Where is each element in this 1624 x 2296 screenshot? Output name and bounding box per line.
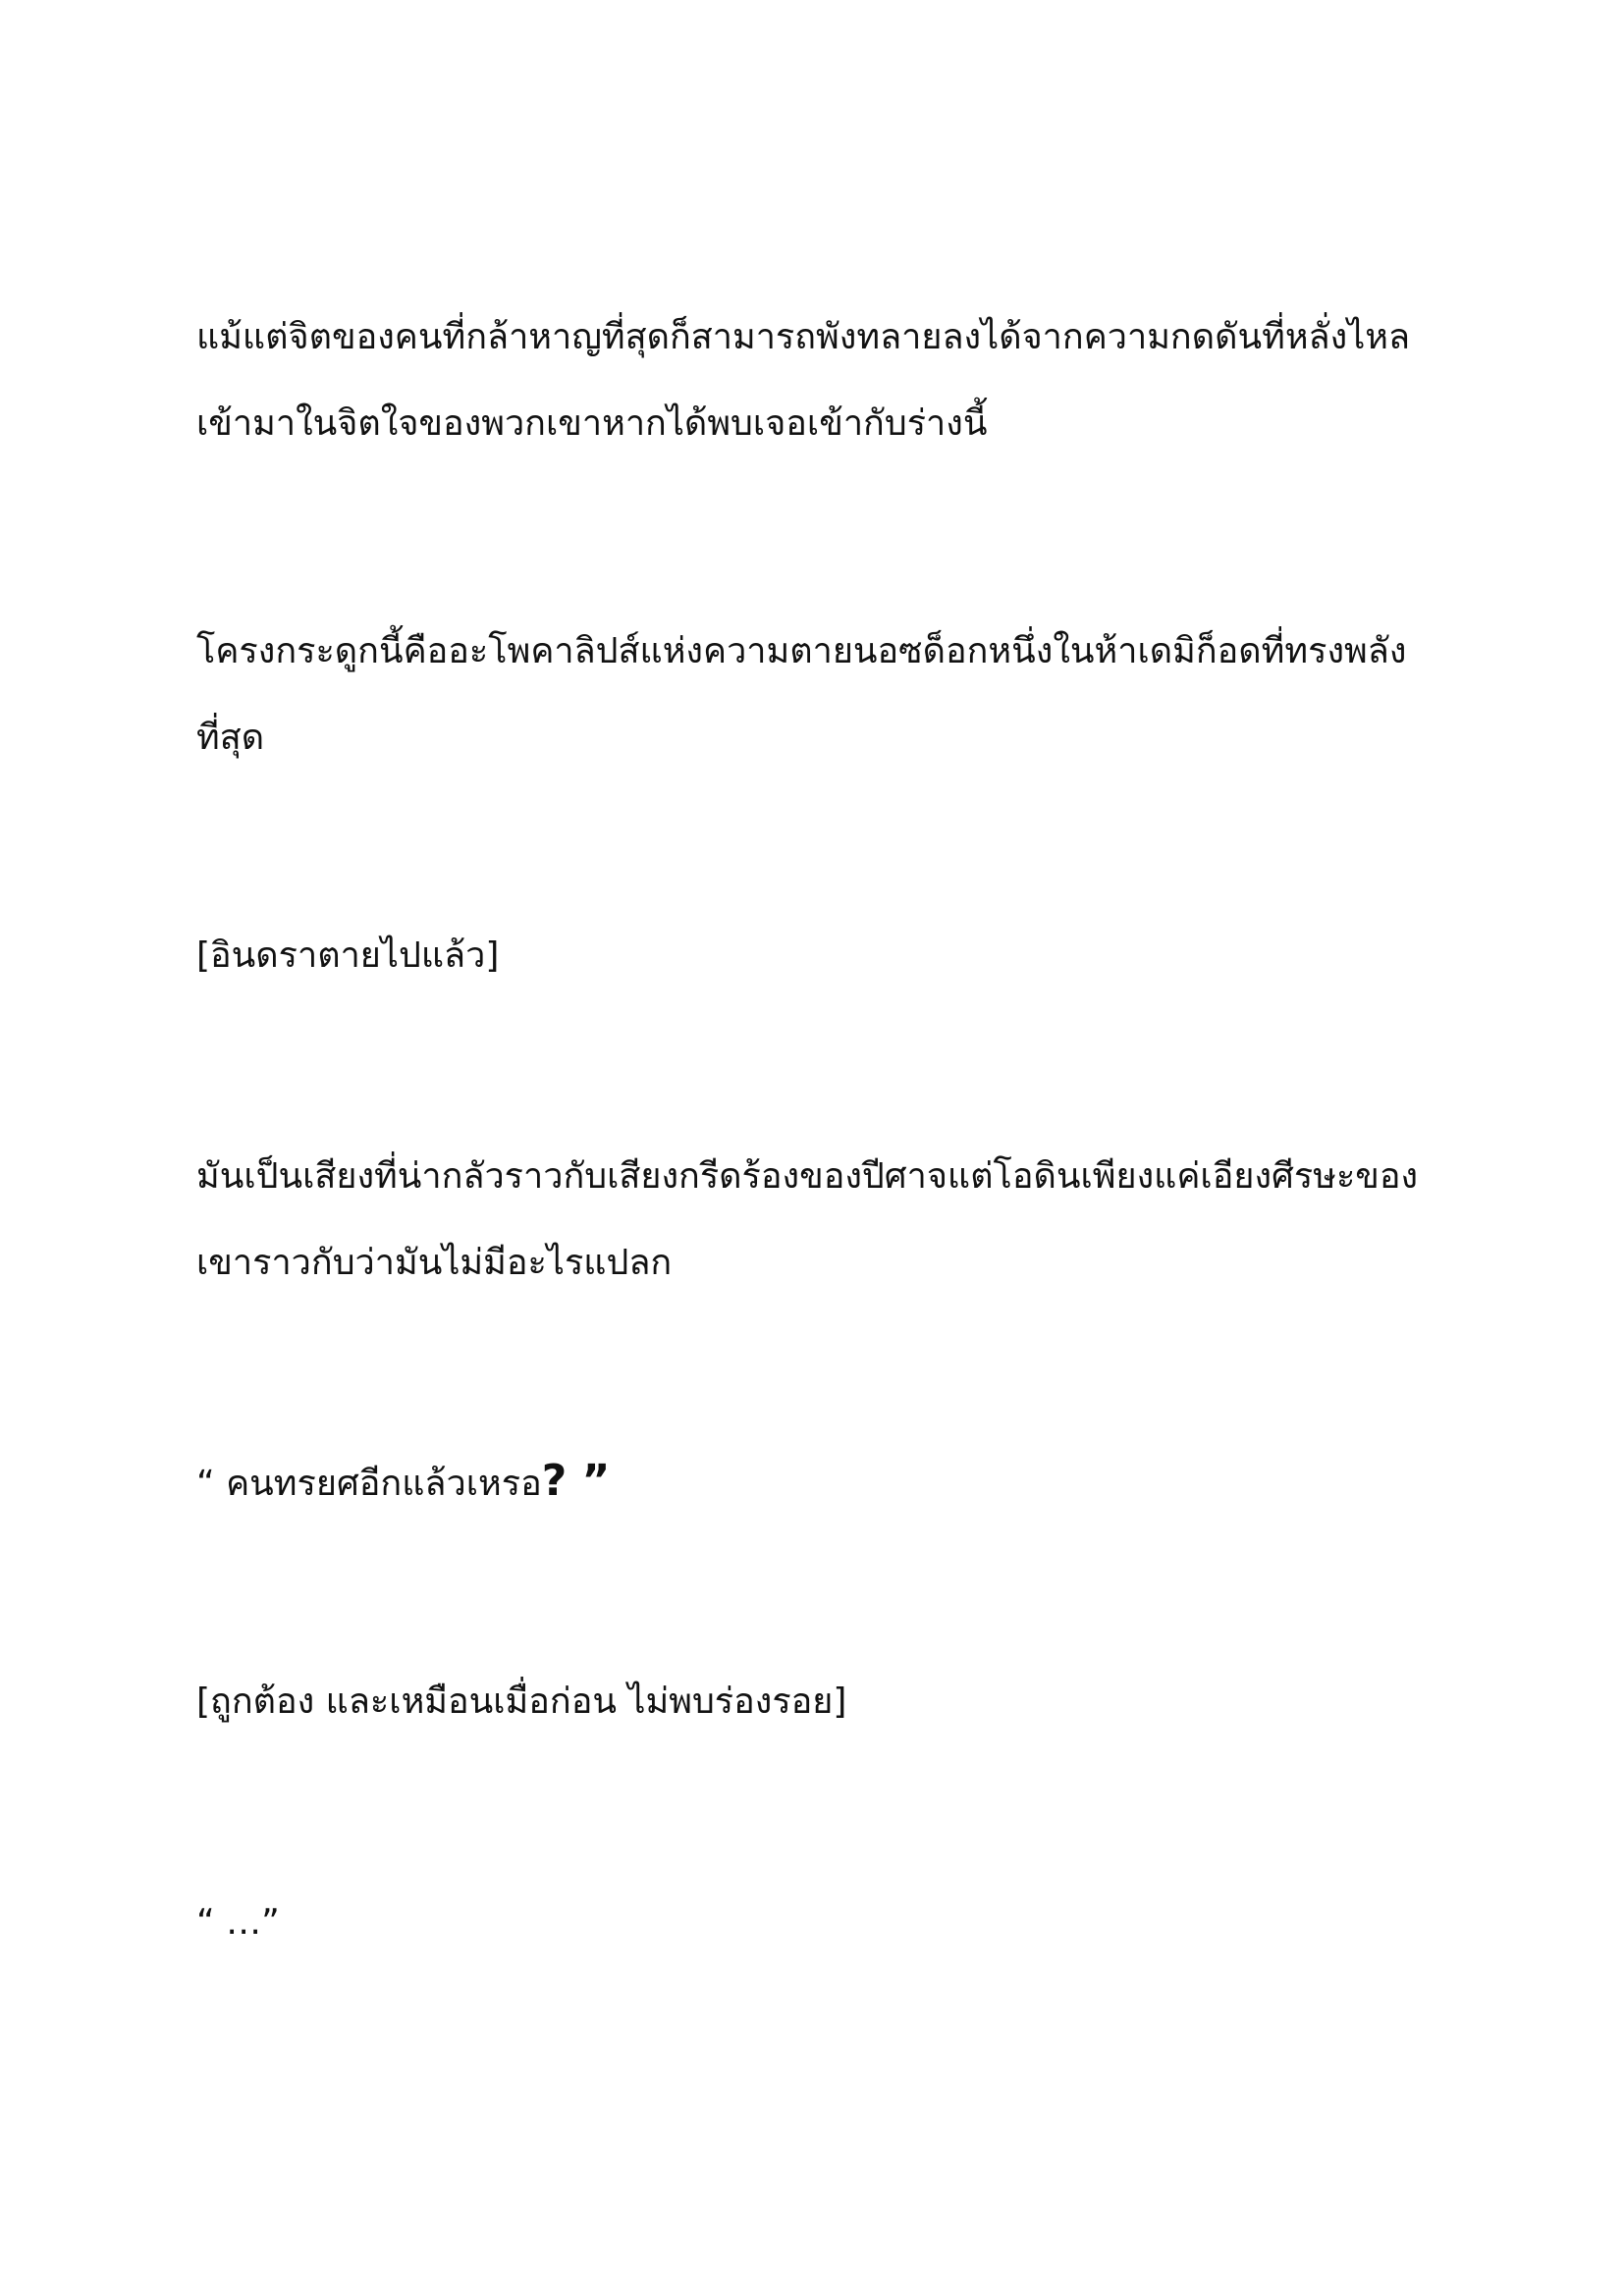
- paragraph-line: [196, 1438, 1434, 1527]
- close-question-quote: ? ”: [541, 1456, 611, 1506]
- dialogue-traitor: [196, 1438, 1434, 1527]
- paragraph-line: “ …”: [196, 1902, 280, 1943]
- paragraph-odin: [196, 1134, 1434, 1307]
- paragraph-line: เขาราวกับว่ามันไม่มีอะไรแปลก: [196, 1243, 673, 1283]
- paragraph-line: เข้ามาในจิตใจของพวกเขาหากได้พบเจอเข้ากับร่างนี้: [196, 403, 988, 444]
- open-quote: “: [196, 1464, 227, 1504]
- paragraph-line: มันเป็นเสียงที่น่ากลัวราวกับเสียงกรีดร้องของปีศาจแต่โอดินเพียงแค่เอียงศีรษะของ: [196, 1156, 1419, 1197]
- paragraph-line: แม้แต่จิตของคนที่กล้าหาญที่สุดก็สามารถพังทลายลงได้จากความกดดันที่หลั่งไหล: [196, 317, 1411, 357]
- paragraph-line: [อินดราตายไปแล้ว]: [196, 935, 500, 976]
- system-message-indra: [196, 913, 1434, 999]
- paragraph-line: โครงกระดูกนี้คืออะโพคาลิปส์แห่งความตายนอซด็อกหนึ่งในห้าเดมิก็อดที่ทรงพลัง: [196, 631, 1407, 671]
- paragraph-line: [ถูกต้อง และเหมือนเมื่อก่อน ไม่พบร่องรอย]: [196, 1682, 847, 1722]
- paragraph-line: ที่สุด: [196, 718, 265, 758]
- dialogue-ellipsis: [196, 1880, 1434, 1966]
- system-message-no-trace: [196, 1659, 1434, 1745]
- paragraph-pressure: [196, 294, 1434, 467]
- dialogue-text: คนทรยศอีกแล้วเหรอ: [226, 1464, 542, 1504]
- paragraph-skeleton: [196, 609, 1434, 781]
